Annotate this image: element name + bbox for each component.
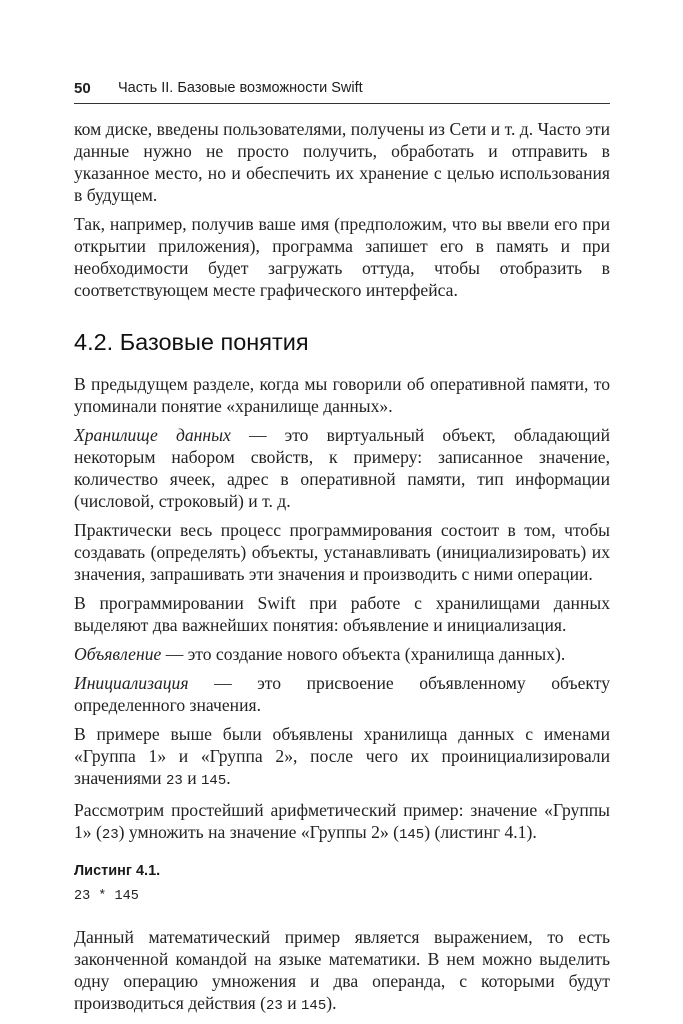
code-value: 145 bbox=[399, 827, 425, 843]
paragraph: В предыдущем разделе, когда мы говорили об оперативной памяти, то упоминали понятие «хранилище данных». bbox=[74, 374, 610, 416]
text-run: ) (листинг 4.1). bbox=[424, 822, 537, 842]
paragraph: Практически весь процесс программирования состоит в том, чтобы создавать (определять) объекты, устанавливать (инициализировать) их значения, запрашивать эти значения и производить с ними операции. bbox=[74, 520, 610, 584]
text-run: Данный математический пример является выражением, то есть законченной командой на языке математики. В нем можно выделить одну операцию умножения и два операнда, с которыми будут производиться действия ( bbox=[74, 927, 610, 1013]
paragraph: В программировании Swift при работе с хранилищами данных выделяют два важнейших понятия: объявление и инициализация. bbox=[74, 593, 610, 635]
page-body bbox=[74, 118, 610, 1024]
text-run: ) умножить на значение «Группы 2» ( bbox=[118, 822, 399, 842]
paragraph-definition bbox=[74, 424, 610, 512]
text-run: В примере выше были объявлены хранилища данных с именами «Группа 1» и «Группа 2», после чего их проинициализировали значениями bbox=[74, 724, 610, 788]
text-run: ). bbox=[326, 993, 337, 1013]
definition-text: — это создание нового объекта (хранилища данных). bbox=[161, 644, 566, 664]
text-run: и bbox=[182, 768, 202, 788]
page-header bbox=[74, 80, 610, 102]
code-value: 145 bbox=[301, 998, 327, 1014]
paragraph: ком диске, введены пользователями, получены из Сети и т. д. Часто эти данные нужно не просто получить, обработать и отправить в указанное место, но и обеспечить их хранение с целью использования в будущем. bbox=[74, 119, 610, 205]
listing-code: 23 * 145 bbox=[74, 889, 139, 904]
paragraph: Так, например, получив ваше имя (предположим, что вы ввели его при открытии приложения), программа запишет его в память и при необходимости будет загружать оттуда, чтобы отобразить в соответствующем месте графического интерфейса. bbox=[74, 214, 610, 300]
text-run: . bbox=[226, 768, 231, 788]
page-number: 50 bbox=[74, 80, 91, 97]
term: Хранилище данных bbox=[74, 425, 231, 445]
paragraph-definition bbox=[74, 643, 610, 665]
listing-title: Листинг 4.1. bbox=[74, 863, 161, 879]
paragraph-definition bbox=[74, 672, 610, 716]
running-title: Часть II. Базовые возможности Swift bbox=[118, 80, 363, 96]
text-run: Рассмотрим простейший арифметический пример: значение «Группы 1» ( bbox=[74, 800, 610, 842]
code-value: 23 bbox=[166, 773, 183, 789]
definition-text: — это присвоение объявленному объекту определенного значения. bbox=[74, 673, 610, 715]
paragraph bbox=[74, 926, 610, 1017]
paragraph bbox=[74, 799, 610, 846]
paragraph bbox=[74, 723, 610, 792]
code-value: 23 bbox=[265, 998, 283, 1014]
definition-text: — это виртуальный объект, обладающий некоторым набором свойств, к примеру: записанное значение, количество ячеек, адрес в оперативной памяти, тип информации (числовой, строковый) и т. д. bbox=[74, 425, 610, 511]
code-value: 23 bbox=[101, 827, 119, 843]
section-heading: 4.2. Базовые понятия bbox=[74, 329, 309, 355]
term: Объявление bbox=[74, 644, 162, 664]
term: Инициализация bbox=[74, 673, 189, 693]
text-run: и bbox=[282, 993, 302, 1013]
code-value: 145 bbox=[201, 773, 227, 789]
header-rule bbox=[74, 103, 610, 104]
